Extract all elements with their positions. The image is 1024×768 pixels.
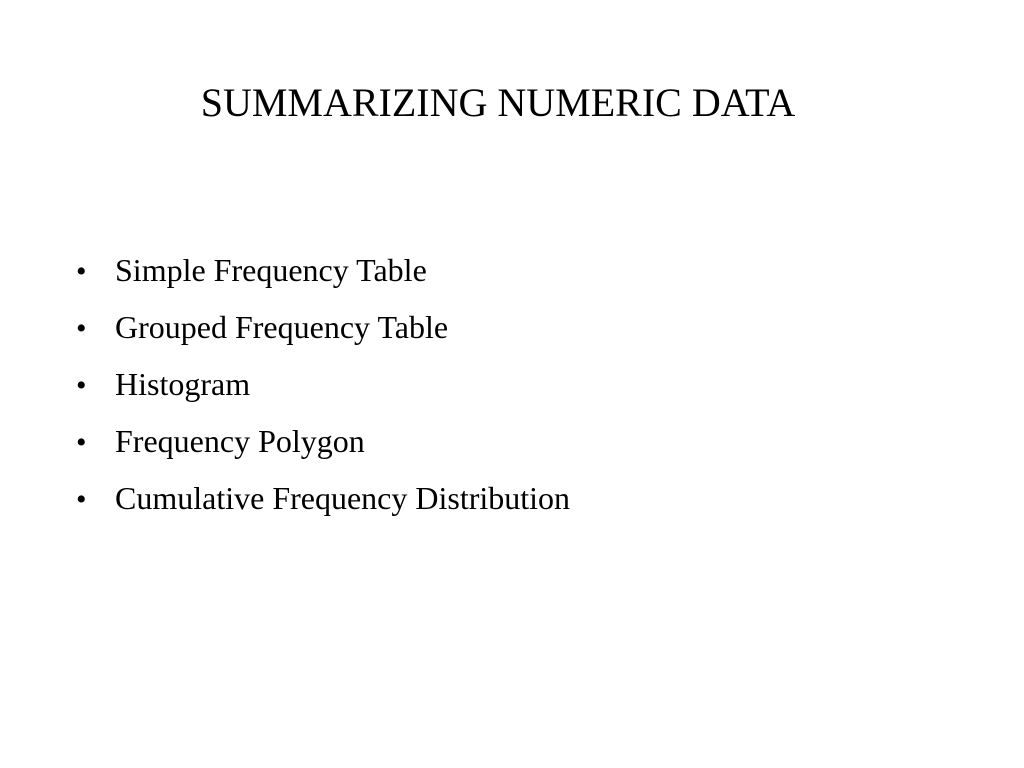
bullet-text: Grouped Frequency Table [115, 309, 449, 345]
bullet-text: Histogram [115, 366, 251, 402]
bullet-icon: • [76, 426, 87, 459]
list-item [76, 362, 570, 419]
list-item [76, 305, 570, 362]
slide-title: SUMMARIZING NUMERIC DATA [200, 80, 796, 125]
bullet-list [76, 248, 570, 533]
bullet-text: Simple Frequency Table [115, 252, 427, 288]
list-item [76, 419, 570, 476]
list-item [76, 476, 570, 533]
bullet-icon: • [76, 255, 87, 288]
list-item [76, 248, 570, 305]
bullet-icon: • [76, 312, 87, 345]
bullet-icon: • [76, 369, 87, 402]
bullet-text: Cumulative Frequency Distribution [115, 480, 571, 516]
bullet-icon: • [76, 483, 87, 516]
bullet-text: Frequency Polygon [115, 423, 365, 459]
